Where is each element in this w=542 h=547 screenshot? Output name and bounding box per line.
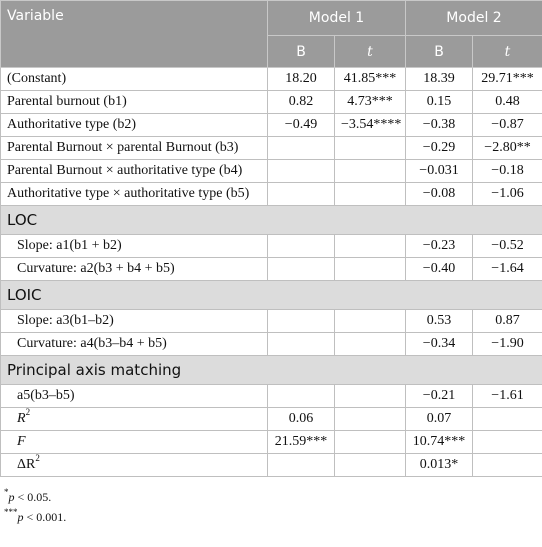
cell-m2-b: −0.23: [406, 235, 473, 258]
cell-m2-t: −1.90: [473, 333, 542, 356]
cell-empty: [268, 454, 335, 477]
cell-m2-delta-r-squared: 0.013*: [406, 454, 473, 477]
cell-m1-b: [268, 258, 335, 281]
cell-m2-t: 29.71***: [473, 68, 542, 91]
cell-empty: [335, 454, 406, 477]
header-m2-t: t: [473, 36, 542, 68]
row-label: Parental Burnout × parental Burnout (b3): [1, 137, 268, 160]
section-title-loc: LOC: [1, 206, 542, 235]
cell-m1-b: [268, 183, 335, 206]
cell-m2-t: −1.06: [473, 183, 542, 206]
cell-m1-t: [335, 137, 406, 160]
table-row: [1, 114, 542, 137]
table-footnotes: [0, 487, 542, 527]
cell-m1-b: [268, 235, 335, 258]
cell-m1-b: 18.20: [268, 68, 335, 91]
cell-m1-b: [268, 160, 335, 183]
row-label-f: F: [1, 431, 268, 454]
table-row: [1, 68, 542, 91]
cell-m1-t: [335, 310, 406, 333]
cell-m1-b: [268, 333, 335, 356]
section-title-loic: LOIC: [1, 281, 542, 310]
table-row: [1, 333, 542, 356]
cell-m1-t: [335, 235, 406, 258]
cell-m1-t: 41.85***: [335, 68, 406, 91]
table-row-r-squared: [1, 408, 542, 431]
table-row: [1, 160, 542, 183]
cell-empty: [335, 431, 406, 454]
footnote-p001: ***p < 0.001.: [4, 507, 67, 524]
table-row: [1, 235, 542, 258]
table-row: [1, 258, 542, 281]
row-label-r-squared: $R^2$: [1, 408, 268, 431]
section-loic: [1, 281, 542, 310]
section-title-principal-axis: Principal axis matching: [1, 356, 542, 385]
cell-m1-r-squared: 0.06: [268, 408, 335, 431]
cell-m2-b: 0.53: [406, 310, 473, 333]
header-m1-b: B: [268, 36, 335, 68]
table-row-f: [1, 431, 542, 454]
cell-empty: [473, 454, 542, 477]
row-label: Parental Burnout × authoritative type (b4): [1, 160, 268, 183]
cell-m2-r-squared: 0.07: [406, 408, 473, 431]
cell-m1-t: [335, 160, 406, 183]
cell-m2-t: −0.52: [473, 235, 542, 258]
cell-m1-t: −3.54****: [335, 114, 406, 137]
header-m1-t: t: [335, 36, 406, 68]
section-principal-axis: [1, 356, 542, 385]
cell-m2-t: −0.18: [473, 160, 542, 183]
cell-m1-b: −0.49: [268, 114, 335, 137]
cell-m1-t: 4.73***: [335, 91, 406, 114]
table-row-delta-r-squared: [1, 454, 542, 477]
row-label: Slope: a3(b1–b2): [1, 310, 268, 333]
row-label: (Constant): [1, 68, 268, 91]
row-label: a5(b3–b5): [1, 385, 268, 408]
row-label-delta-r-squared: $\Delta R^2$: [1, 454, 268, 477]
table-row: [1, 310, 542, 333]
cell-m2-b: −0.08: [406, 183, 473, 206]
table-row: [1, 137, 542, 160]
row-label: Curvature: a2(b3 + b4 + b5): [1, 258, 268, 281]
cell-m2-t: −2.80**: [473, 137, 542, 160]
cell-m2-b: −0.21: [406, 385, 473, 408]
header-model-1: Model 1: [268, 1, 406, 36]
cell-m2-t: 0.48: [473, 91, 542, 114]
cell-m1-t: [335, 333, 406, 356]
cell-m1-t: [335, 183, 406, 206]
cell-m1-b: [268, 385, 335, 408]
header-m2-b: B: [406, 36, 473, 68]
cell-m1-t: [335, 258, 406, 281]
cell-m1-b: [268, 137, 335, 160]
section-loc: [1, 206, 542, 235]
table-row: [1, 183, 542, 206]
cell-m2-b: 18.39: [406, 68, 473, 91]
row-label: Authoritative type × authoritative type (b5): [1, 183, 268, 206]
row-label: Slope: a1(b1 + b2): [1, 235, 268, 258]
footnote-p05: *p < 0.05.: [4, 487, 52, 504]
header-model-2: Model 2: [406, 1, 542, 36]
cell-m2-b: −0.29: [406, 137, 473, 160]
cell-m2-f: 10.74***: [406, 431, 473, 454]
cell-m2-b: −0.34: [406, 333, 473, 356]
table-row: [1, 385, 542, 408]
cell-m1-t: [335, 385, 406, 408]
cell-m2-t: −1.61: [473, 385, 542, 408]
row-label: Parental burnout (b1): [1, 91, 268, 114]
cell-m2-b: 0.15: [406, 91, 473, 114]
header-variable: Variable: [1, 1, 268, 68]
cell-m2-t: −1.64: [473, 258, 542, 281]
table-row: [1, 91, 542, 114]
cell-m1-f: 21.59***: [268, 431, 335, 454]
cell-empty: [473, 431, 542, 454]
row-label: Authoritative type (b2): [1, 114, 268, 137]
cell-empty: [335, 408, 406, 431]
cell-m2-t: −0.87: [473, 114, 542, 137]
cell-empty: [473, 408, 542, 431]
cell-m2-b: −0.38: [406, 114, 473, 137]
row-label: Curvature: a4(b3–b4 + b5): [1, 333, 268, 356]
cell-m1-b: [268, 310, 335, 333]
cell-m2-b: −0.031: [406, 160, 473, 183]
cell-m2-t: 0.87: [473, 310, 542, 333]
cell-m1-b: 0.82: [268, 91, 335, 114]
cell-m2-b: −0.40: [406, 258, 473, 281]
